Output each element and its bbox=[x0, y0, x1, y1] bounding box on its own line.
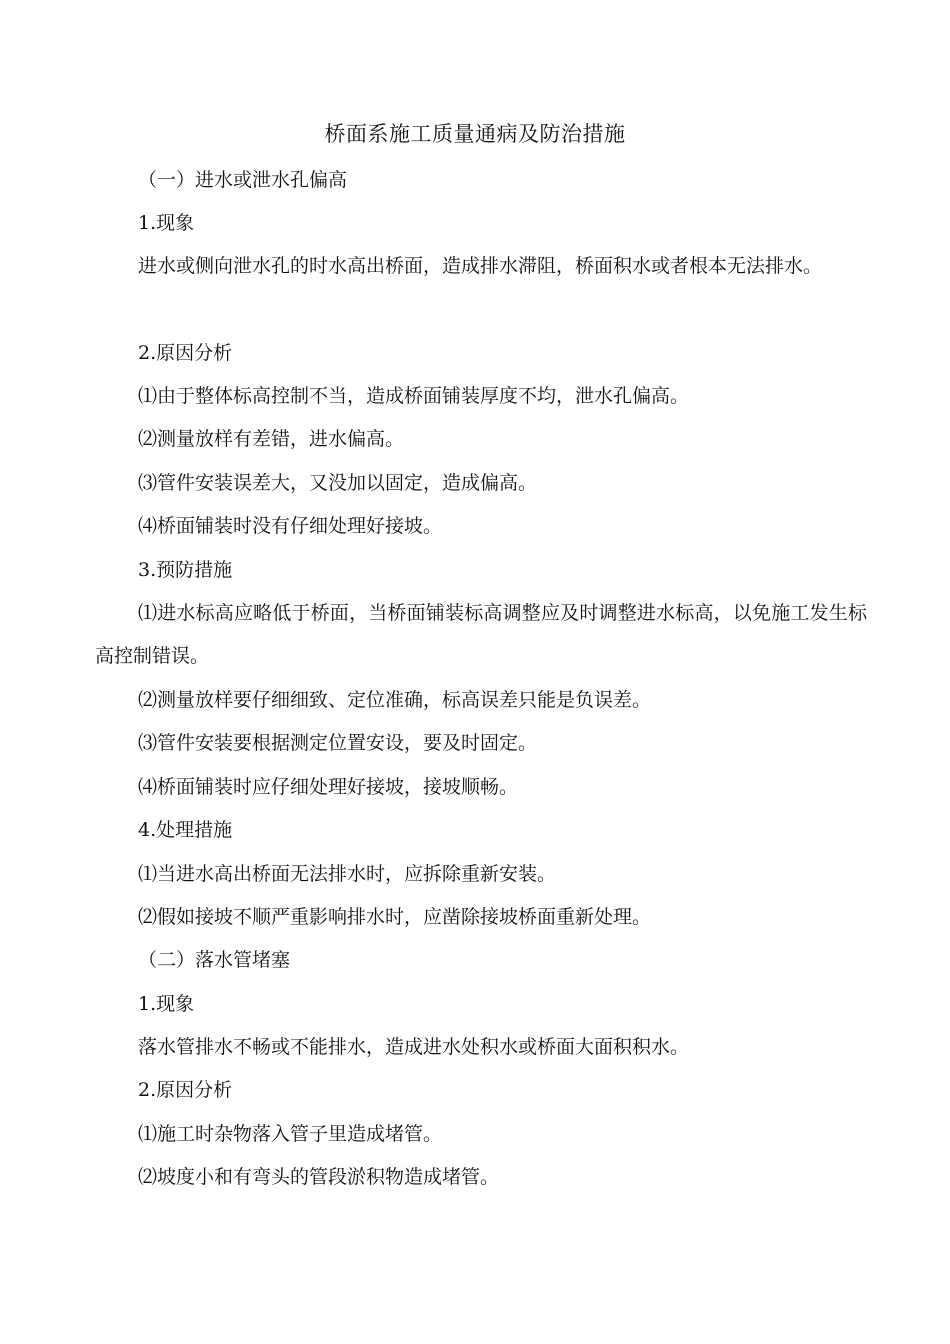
list-item: ⑷桥面铺装时应仔细处理好接坡，接坡顺畅。 bbox=[138, 776, 519, 798]
list-item: ⑵坡度小和有弯头的管段淤积物造成堵管。 bbox=[138, 1166, 500, 1188]
list-item: ⑶管件安装误差大，又没加以固定，造成偏高。 bbox=[138, 472, 538, 494]
list-item: ⑴施工时杂物落入管子里造成堵管。 bbox=[138, 1123, 443, 1145]
section-heading: （一）进水或泄水孔偏高 bbox=[138, 169, 348, 191]
subheading: 1.现象 bbox=[138, 993, 195, 1015]
list-item: ⑴由于整体标高控制不当，造成桥面铺装厚度不均，泄水孔偏高。 bbox=[138, 385, 690, 407]
subheading: 2.原因分析 bbox=[138, 342, 233, 364]
list-item: ⑶管件安装要根据测定位置安设，要及时固定。 bbox=[138, 732, 538, 754]
section-heading: （二）落水管堵塞 bbox=[138, 949, 291, 971]
document-title: 桥面系施工质量通病及防治措施 bbox=[324, 122, 626, 146]
subheading: 4.处理措施 bbox=[138, 819, 233, 841]
list-item: ⑵测量放样有差错，进水偏高。 bbox=[138, 428, 405, 450]
list-item: ⑷桥面铺装时没有仔细处理好接坡。 bbox=[138, 515, 443, 537]
list-item: ⑵假如接坡不顺严重影响排水时，应凿除接坡桥面重新处理。 bbox=[138, 906, 652, 928]
paragraph: 进水或侧向泄水孔的时水高出桥面，造成排水滞阻，桥面积水或者根本无法排水。 bbox=[138, 255, 823, 277]
subheading: 2.原因分析 bbox=[138, 1079, 233, 1101]
list-item: ⑴当进水高出桥面无法排水时，应拆除重新安装。 bbox=[138, 863, 557, 885]
list-item: ⑴进水标高应略低于桥面，当桥面铺装标高调整应及时调整进水标高，以免施工发生标高控制错误。 bbox=[95, 602, 867, 668]
paragraph: 落水管排水不畅或不能排水，造成进水处积水或桥面大面积积水。 bbox=[138, 1036, 690, 1058]
list-item: ⑵测量放样要仔细细致、定位准确，标高误差只能是负误差。 bbox=[138, 689, 652, 711]
subheading: 1.现象 bbox=[138, 212, 195, 234]
subheading: 3.预防措施 bbox=[138, 559, 233, 581]
